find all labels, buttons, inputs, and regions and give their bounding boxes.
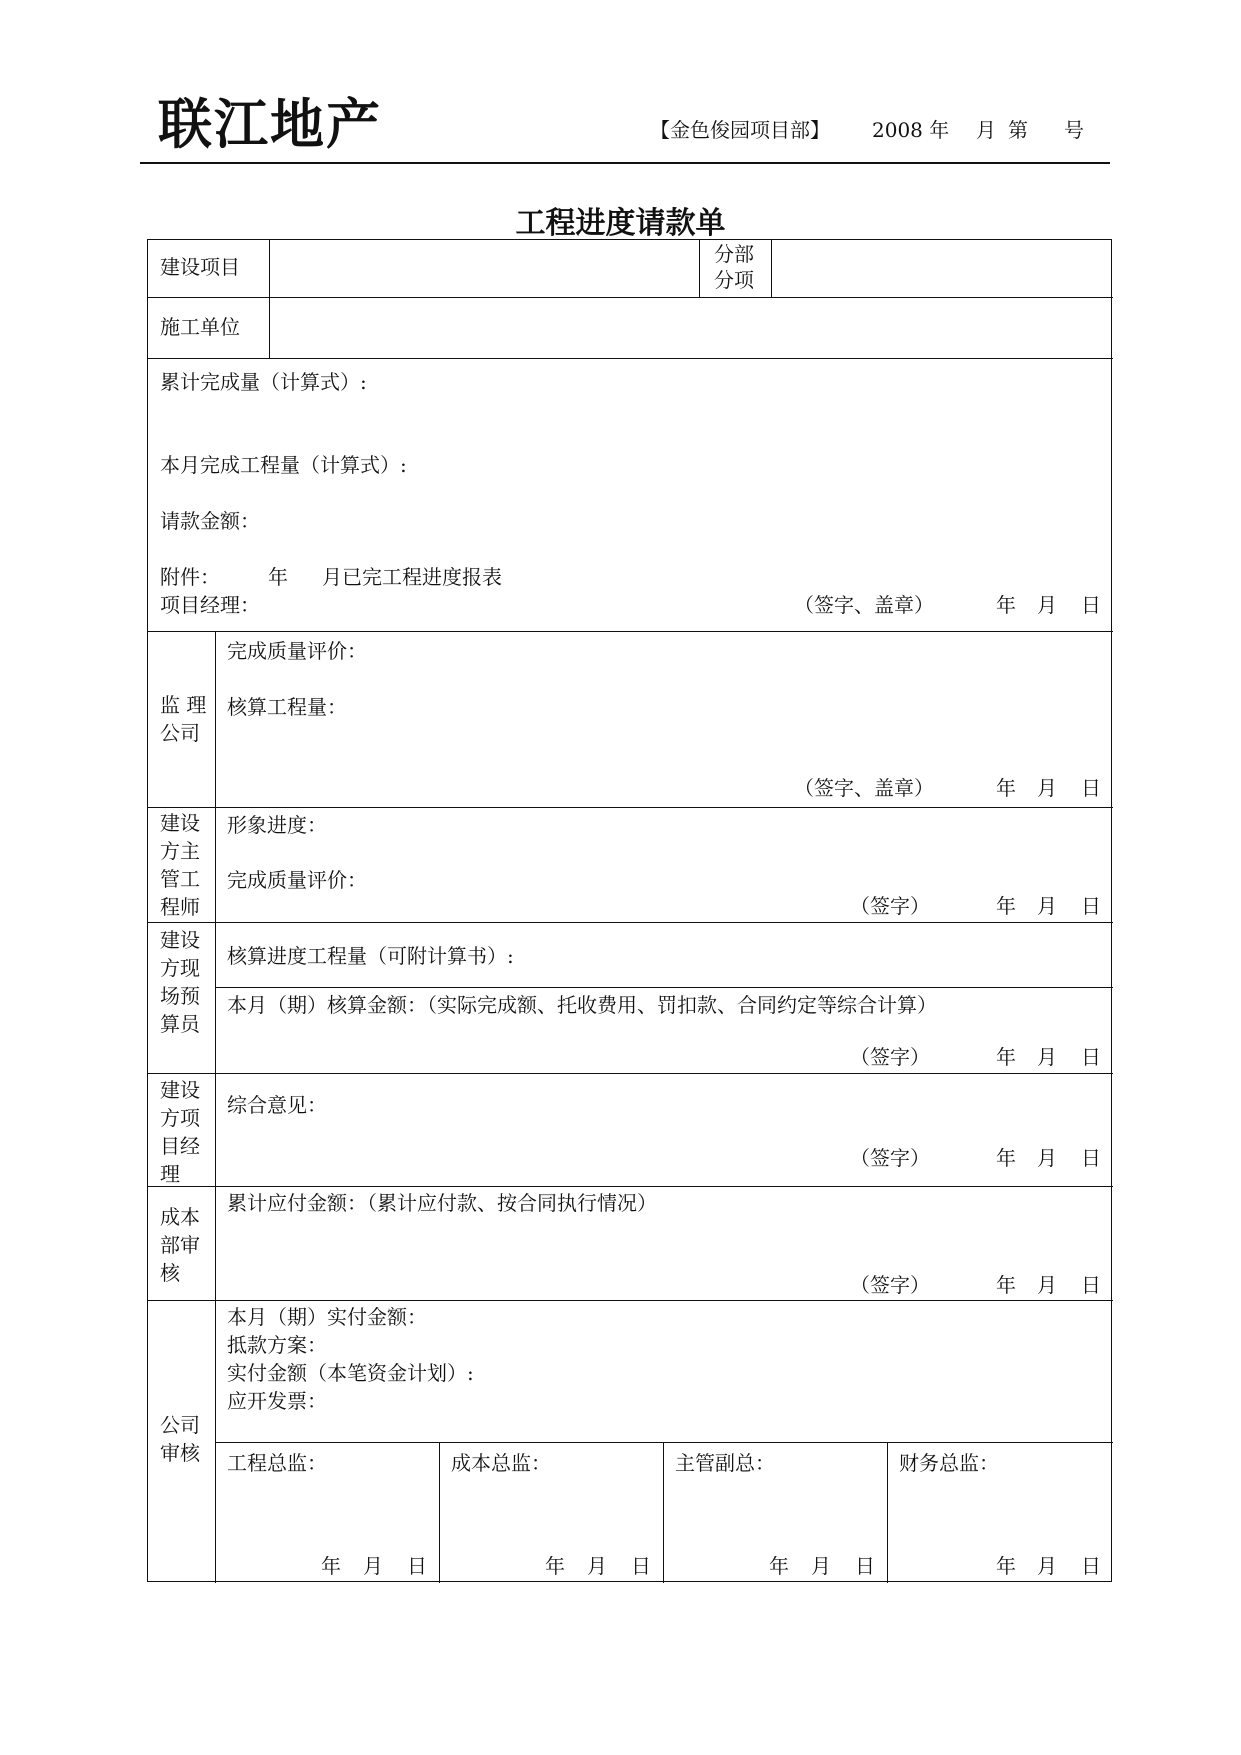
estimator-check: 核算进度工程量（可附计算书）: — [227, 944, 514, 968]
company-logo-text: 联江地产 — [158, 92, 382, 156]
date-month: 月 — [1037, 1273, 1057, 1297]
date-month: 月 — [1037, 1146, 1057, 1170]
company-label-2: 审核 — [160, 1441, 200, 1465]
date-year: 年 — [996, 894, 1016, 918]
estimator-label-4: 算员 — [160, 1012, 200, 1036]
owner-engineer-label-1: 建设 — [160, 811, 200, 835]
image-progress: 形象进度： — [227, 813, 327, 837]
actual-paid-amount: 本月（期）实付金额： — [227, 1305, 427, 1329]
date-day: 日 — [1081, 593, 1101, 617]
date-year: 年 — [996, 1273, 1016, 1297]
project-department: 【金色俊园项目部】 — [650, 118, 830, 142]
date-month: 月 — [1037, 1554, 1057, 1578]
request-amount: 请款金额： — [160, 509, 260, 533]
date-day: 日 — [1081, 1554, 1101, 1578]
estimator-label-1: 建设 — [160, 928, 200, 952]
date-month: 月 — [363, 1554, 383, 1578]
date-day: 日 — [1081, 1273, 1101, 1297]
header-rule — [140, 162, 1110, 164]
supervisor-quality: 完成质量评价： — [227, 639, 367, 663]
cumulative-quantity: 累计完成量（计算式）: — [160, 370, 367, 394]
date-year: 年 — [996, 593, 1016, 617]
date-year: 年 — [996, 1146, 1016, 1170]
estimator-label-3: 场预 — [160, 984, 200, 1008]
header-number-suffix: 号 — [1064, 118, 1084, 142]
date-month: 月 — [1037, 593, 1057, 617]
estimator-label-2: 方现 — [160, 956, 200, 980]
overall-opinion: 综合意见： — [227, 1093, 327, 1117]
date-day: 日 — [1081, 1146, 1101, 1170]
owner-pm-sign: （签字） — [850, 1146, 930, 1170]
date-year: 年 — [996, 776, 1016, 800]
contractor-label: 施工单位 — [160, 315, 240, 339]
date-month: 月 — [811, 1554, 831, 1578]
date-day: 日 — [1081, 776, 1101, 800]
owner-pm-label-4: 理 — [160, 1162, 180, 1186]
cost-dept-label-2: 部审 — [160, 1233, 200, 1257]
date-month: 月 — [1037, 894, 1057, 918]
division-label-2: 分项 — [714, 268, 754, 292]
supervisor-sign: （签字、盖章） — [794, 776, 934, 800]
monthly-quantity: 本月完成工程量（计算式）: — [160, 453, 407, 477]
owner-engineer-sign: （签字） — [850, 894, 930, 918]
cost-dept-sign: （签字） — [850, 1273, 930, 1297]
date-year: 年 — [321, 1554, 341, 1578]
owner-pm-label-1: 建设 — [160, 1078, 200, 1102]
date-month: 月 — [1037, 1045, 1057, 1069]
date-month: 月 — [587, 1554, 607, 1578]
owner-engineer-quality: 完成质量评价： — [227, 868, 367, 892]
contractor-sign: （签字、盖章） — [794, 593, 934, 617]
owner-engineer-label-3: 管工 — [160, 867, 200, 891]
date-year: 年 — [996, 1045, 1016, 1069]
date-day: 日 — [631, 1554, 651, 1578]
cost-director: 成本总监： — [451, 1451, 551, 1475]
invoice-required: 应开发票： — [227, 1389, 327, 1413]
attachment-year: 年 — [268, 565, 288, 589]
date-day: 日 — [407, 1554, 427, 1578]
header-month: 月 — [976, 118, 996, 142]
attachment-label: 附件： — [160, 565, 220, 589]
cumulative-payable: 累计应付金额：（累计应付款、按合同执行情况） — [227, 1191, 657, 1215]
header-year: 2008 年 — [872, 118, 950, 142]
supervisor-label-2: 公司 — [160, 721, 200, 745]
owner-engineer-label-4: 程师 — [160, 895, 200, 919]
date-year: 年 — [545, 1554, 565, 1578]
date-day: 日 — [855, 1554, 875, 1578]
company-label-1: 公司 — [160, 1413, 200, 1437]
estimator-sign: （签字） — [850, 1045, 930, 1069]
attachment-report: 月已完工程进度报表 — [322, 565, 502, 589]
form-title: 工程进度请款单 — [515, 206, 726, 241]
cost-dept-label-1: 成本 — [160, 1205, 200, 1229]
offset-plan: 抵款方案： — [227, 1333, 327, 1357]
finance-director: 财务总监： — [899, 1451, 999, 1475]
date-month: 月 — [1037, 776, 1057, 800]
header-number-prefix: 第 — [1008, 118, 1028, 142]
supervisor-check: 核算工程量： — [227, 695, 347, 719]
project-manager-label: 项目经理： — [160, 593, 260, 617]
engineering-director: 工程总监： — [227, 1451, 327, 1475]
construction-project-label: 建设项目 — [160, 255, 240, 279]
date-day: 日 — [1081, 1045, 1101, 1069]
date-day: 日 — [1081, 894, 1101, 918]
division-label-1: 分部 — [714, 242, 754, 266]
payment-request-form — [147, 239, 1112, 1582]
owner-pm-label-2: 方项 — [160, 1106, 200, 1130]
owner-pm-label-3: 目经 — [160, 1134, 200, 1158]
supervisor-label-1: 监 理 — [160, 693, 207, 717]
date-year: 年 — [769, 1554, 789, 1578]
owner-engineer-label-2: 方主 — [160, 839, 200, 863]
estimator-amount: 本月（期）核算金额：（实际完成额、托收费用、罚扣款、合同约定等综合计算） — [227, 993, 937, 1017]
date-year: 年 — [996, 1554, 1016, 1578]
deputy-general-manager: 主管副总： — [675, 1451, 775, 1475]
cost-dept-label-3: 核 — [160, 1261, 180, 1285]
actual-amount-plan: 实付金额（本笔资金计划）: — [227, 1361, 474, 1385]
